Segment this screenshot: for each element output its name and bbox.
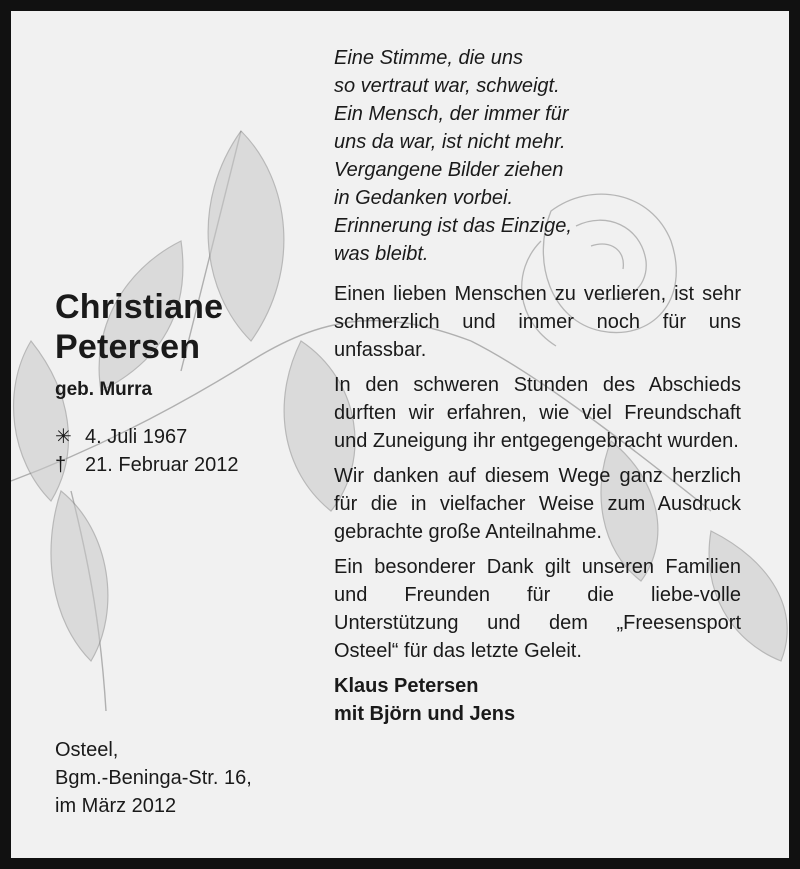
paragraph: Ein besonderer Dank gilt unseren Familien und Freunden für die liebe-volle Unterstützung und dem „Freesensport Osteel“ für das letzte Geleit.: [334, 556, 741, 662]
poem-line: Ein Mensch, der immer für: [334, 103, 569, 125]
poem-line: Eine Stimme, die uns: [334, 47, 523, 69]
poem-line: Erinnerung ist das Einzige,: [334, 215, 572, 237]
signature: [334, 672, 741, 728]
poem-line: so vertraut war, schweigt.: [334, 75, 560, 97]
maiden-name: geb. Murra: [55, 379, 153, 400]
first-name: Christiane: [55, 288, 224, 326]
street-address: Bgm.-Beninga-Str. 16,: [55, 767, 252, 789]
signature-line: Klaus Petersen: [334, 675, 479, 697]
birth-date: 4. Juli 1967: [85, 426, 188, 448]
town: Osteel,: [55, 739, 119, 761]
birth-line: [55, 423, 325, 451]
place-and-date: [55, 736, 335, 820]
poem-line: was bleibt.: [334, 243, 429, 265]
paragraph: In den schweren Stunden des Abschieds durften wir erfahren, wie viel Freundschaft und Zuneigung ihr entgegengebracht wurden.: [334, 374, 741, 452]
last-name: Petersen: [55, 328, 201, 366]
poem-line: Vergangene Bilder ziehen: [334, 159, 564, 181]
death-cross-icon: †: [55, 454, 67, 476]
death-date: 21. Februar 2012: [85, 454, 239, 476]
birth-star-icon: ✳: [55, 426, 72, 448]
paragraph: Einen lieben Menschen zu verlieren, ist sehr schmerzlich und immer noch für uns unfassbar.: [334, 283, 741, 361]
paragraph: Wir danken auf diesem Wege ganz herzlich für die in vielfacher Weise zum Ausdruck gebrachte große Anteilnahme.: [334, 465, 741, 543]
leaf-shape: [51, 491, 108, 661]
poem: [334, 44, 741, 268]
deceased-block: [55, 287, 325, 479]
life-dates: [55, 423, 325, 479]
poem-line: in Gedanken vorbei.: [334, 187, 514, 209]
death-line: [55, 451, 325, 479]
text-column: [334, 44, 741, 728]
poem-line: uns da war, ist nicht mehr.: [334, 131, 566, 153]
notice-date: im März 2012: [55, 795, 177, 817]
signature-line: mit Björn und Jens: [334, 703, 516, 725]
